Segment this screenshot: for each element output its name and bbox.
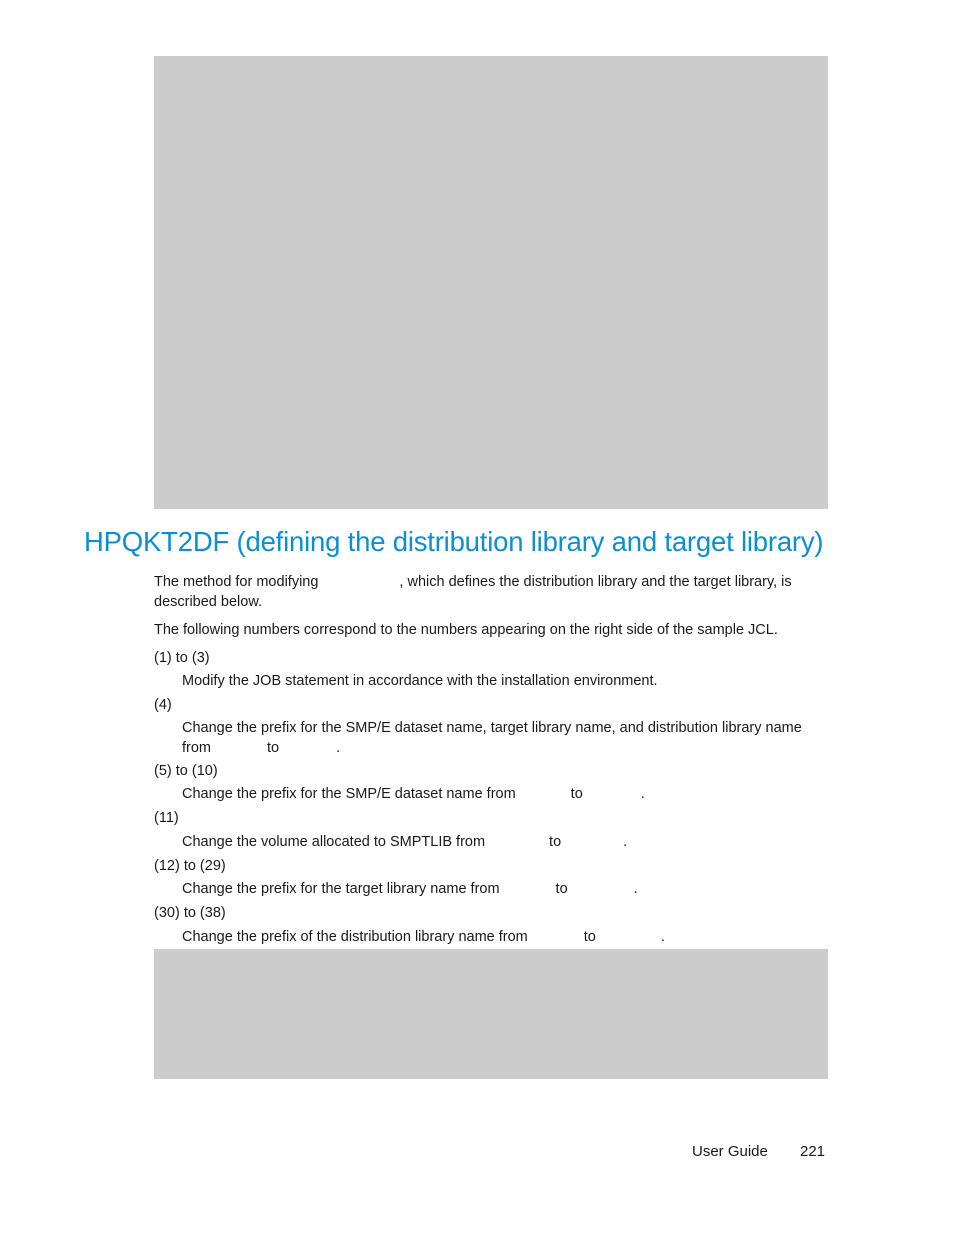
section-heading: HPQKT2DF (defining the distribution library and target library) (84, 526, 824, 557)
item-term: (1) to (3) (154, 650, 210, 666)
item-term: (4) (154, 697, 172, 713)
footer-guide-label: User Guide (692, 1143, 768, 1160)
item-description-cont: from to . (182, 740, 341, 756)
item-description: Modify the JOB statement in accordance with the installation environment. (182, 673, 658, 689)
footer-page-number: 221 (800, 1143, 826, 1160)
item-description: Change the prefix of the distribution library name from to . (182, 929, 665, 945)
item-description: Change the prefix for the SMP/E dataset name from to . (182, 786, 645, 802)
item-term: (30) to (38) (154, 905, 226, 921)
item-description: Change the volume allocated to SMPTLIB from to . (182, 834, 628, 850)
item-description: Change the prefix for the target library name from to . (182, 881, 638, 897)
correspondence-note: The following numbers correspond to the numbers appearing on the right side of the sample JCL. (154, 622, 778, 638)
item-description: Change the prefix for the SMP/E dataset name, target library name, and distribution library name (182, 720, 802, 736)
intro-line-1: The method for modifying , which defines the distribution library and the target library, is (154, 574, 792, 590)
item-term: (5) to (10) (154, 763, 218, 779)
intro-line-2: described below. (154, 594, 263, 610)
sample-jcl-listing-top (154, 56, 828, 509)
item-term: (11) (154, 810, 179, 826)
sample-jcl-listing-bottom (154, 949, 828, 1079)
item-term: (12) to (29) (154, 858, 226, 874)
